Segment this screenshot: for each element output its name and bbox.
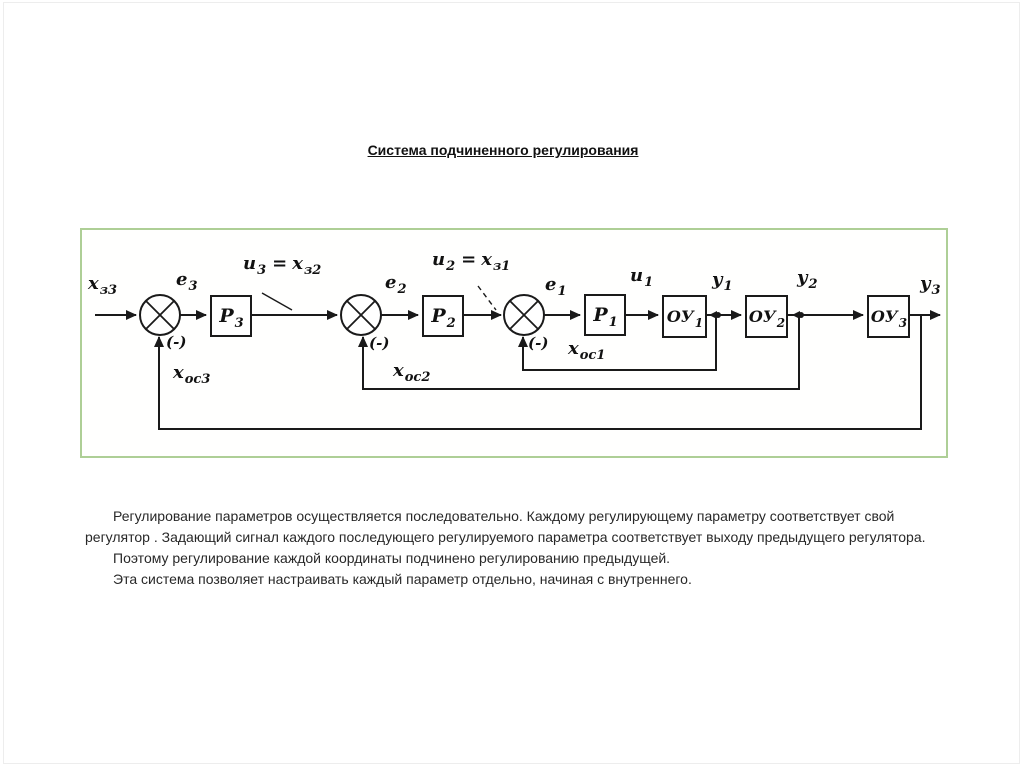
summing-junction-3 xyxy=(140,295,180,335)
summing-junction-1 xyxy=(504,295,544,335)
block-p1-label: $Р_1$ xyxy=(593,304,618,330)
block-diagram-svg xyxy=(82,230,946,456)
block-regulator-p1 xyxy=(584,294,626,336)
label-y3: $y_3$ xyxy=(920,273,941,298)
label-xoc2: $x_{ос2}$ xyxy=(393,360,431,385)
label-minus-junction3: (-) xyxy=(166,333,187,351)
body-text xyxy=(85,506,959,590)
paragraph-3: Эта система позволяет настраивать каждый параметр отдельно, начиная с внутреннего. xyxy=(113,571,692,587)
diagram-frame xyxy=(80,228,948,458)
label-xoc1: $x_{ос1}$ xyxy=(568,338,606,363)
u2-label-pointer-line xyxy=(478,286,496,310)
label-y1: $y_1$ xyxy=(712,269,733,294)
label-u1: $u_1$ xyxy=(630,265,654,290)
label-u3-equals-xz2: $u_3 = x_{з2}$ xyxy=(243,253,322,278)
block-regulator-p3 xyxy=(210,295,252,337)
label-minus-junction2: (-) xyxy=(369,334,390,352)
label-xz3: $x_{з3}$ xyxy=(88,273,118,298)
block-regulator-p2 xyxy=(422,295,464,337)
label-e2: $e_2$ xyxy=(385,272,407,297)
block-ou3-label: $ОУ_3$ xyxy=(870,307,908,330)
block-ou1-label: $ОУ_1$ xyxy=(666,307,704,330)
block-p2-label: $Р_2$ xyxy=(431,305,456,331)
u3-label-pointer-line xyxy=(262,293,292,310)
block-object-ou1 xyxy=(662,295,707,338)
label-y2: $y_2$ xyxy=(797,267,818,292)
paragraph-1: Регулирование параметров осуществляется последовательно. Каждому регулирующему параметру соответствует свой регулятор . Задающий сигнал каждого последующего регулируемого параметра соответствует выходу предыдущего регулятора. xyxy=(85,508,926,545)
block-p3-label: $Р_3$ xyxy=(219,305,244,331)
label-e1: $e_1$ xyxy=(545,274,567,299)
block-object-ou3 xyxy=(867,295,910,338)
summing-junction-2 xyxy=(341,295,381,335)
slide-title: Система подчиненного регулирования xyxy=(367,142,639,158)
label-e3: $e_3$ xyxy=(176,269,198,294)
paragraph-2: Поэтому регулирование каждой координаты подчинено регулированию предыдущей. xyxy=(113,550,671,566)
label-minus-junction1: (-) xyxy=(528,334,549,352)
label-xoc3: $x_{ос3}$ xyxy=(173,362,211,387)
block-ou2-label: $ОУ_2$ xyxy=(748,307,786,330)
block-object-ou2 xyxy=(745,295,788,338)
label-u2-equals-xz1: $u_2 = x_{з1}$ xyxy=(432,249,511,274)
feedback-path-xoc3 xyxy=(159,315,921,429)
